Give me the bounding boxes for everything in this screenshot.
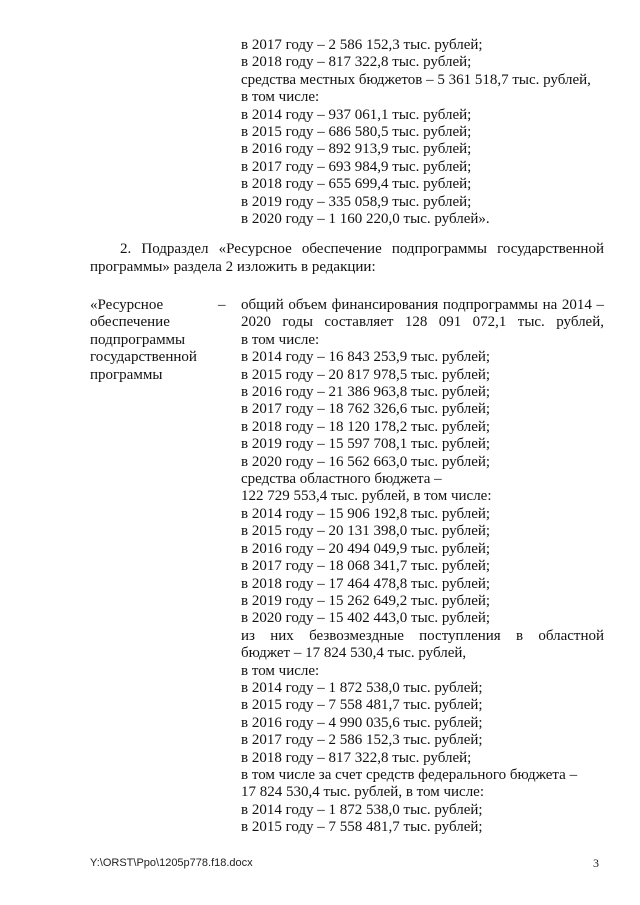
funding-line: в 2019 году – 15 262 649,2 тыс. рублей;: [241, 592, 491, 609]
funding-line: в том числе:: [241, 662, 320, 679]
resource-label-column: [90, 297, 220, 384]
funding-line: в 2018 году – 817 322,8 тыс. рублей;: [241, 749, 472, 766]
resource-label-line: подпрограммы: [90, 331, 186, 348]
continuation-line: средства местных бюджетов – 5 361 518,7 тыс. рублей,: [241, 71, 591, 88]
resource-label-line: государственной: [90, 349, 197, 366]
funding-line: в том числе:: [241, 331, 320, 348]
funding-line: в 2015 году – 7 558 481,7 тыс. рублей;: [241, 697, 483, 714]
funding-line: 17 824 530,4 тыс. рублей, в том числе:: [241, 784, 485, 801]
footer-file-path: Y:\ORST\Ppo\1205p778.f18.docx: [90, 857, 253, 869]
continuation-line: в 2018 году – 655 699,4 тыс. рублей;: [241, 176, 472, 193]
continuation-line: в 2015 году – 686 580,5 тыс. рублей;: [241, 124, 472, 141]
paragraph-line: 2. Подраздел «Ресурсное обеспечение подпрограммы государственной: [120, 241, 604, 257]
continuation-line: в 2016 году – 892 913,9 тыс. рублей;: [241, 141, 472, 158]
continuation-line: в 2017 году – 693 984,9 тыс. рублей;: [241, 158, 472, 175]
funding-line: из них безвозмездные поступления в областной: [241, 627, 604, 644]
continuation-block: [241, 37, 601, 228]
funding-line: в 2015 году – 20 131 398,0 тыс. рублей;: [241, 523, 491, 540]
funding-line: 122 729 553,4 тыс. рублей, в том числе:: [241, 488, 492, 505]
funding-line: в 2019 году – 15 597 708,1 тыс. рублей;: [241, 436, 491, 453]
funding-line: в 2017 году – 18 762 326,6 тыс. рублей;: [241, 401, 491, 418]
continuation-line: в 2018 году – 817 322,8 тыс. рублей;: [241, 54, 472, 71]
funding-line: общий объем финансирования подпрограммы на 2014 –: [241, 297, 604, 313]
funding-line: в 2014 году – 1 872 538,0 тыс. рублей;: [241, 801, 483, 818]
resource-value-column: [241, 297, 604, 837]
funding-line: в 2018 году – 18 120 178,2 тыс. рублей;: [241, 418, 491, 435]
funding-line: в 2016 году – 20 494 049,9 тыс. рублей;: [241, 540, 491, 557]
funding-line: в 2016 году – 4 990 035,6 тыс. рублей;: [241, 714, 483, 731]
amendment-paragraph: [90, 241, 604, 276]
funding-line: в 2015 году – 20 817 978,5 тыс. рублей;: [241, 366, 491, 383]
paragraph-line: программы» раздела 2 изложить в редакции:: [90, 258, 376, 275]
page-number: 3: [593, 856, 599, 870]
funding-line: в 2014 году – 1 872 538,0 тыс. рублей;: [241, 679, 483, 696]
continuation-line: в том числе:: [241, 89, 320, 106]
funding-line: бюджет – 17 824 530,4 тыс. рублей,: [241, 645, 467, 662]
funding-line: в 2014 году – 16 843 253,9 тыс. рублей;: [241, 349, 491, 366]
continuation-line: в 2017 году – 2 586 152,3 тыс. рублей;: [241, 37, 483, 53]
continuation-line: в 2014 году – 937 061,1 тыс. рублей;: [241, 106, 472, 123]
resource-label-line: «Ресурсное: [90, 297, 164, 313]
resource-label-line: программы: [90, 366, 163, 383]
funding-line: в 2018 году – 17 464 478,8 тыс. рублей;: [241, 575, 491, 592]
funding-line: в 2020 году – 15 402 443,0 тыс. рублей;: [241, 610, 491, 627]
funding-line: в 2015 году – 7 558 481,7 тыс. рублей;: [241, 819, 483, 836]
funding-line: в том числе за счет средств федерального бюджета –: [241, 766, 578, 783]
separator-dash: –: [218, 297, 226, 313]
funding-line: в 2016 году – 21 386 963,8 тыс. рублей;: [241, 384, 491, 401]
continuation-line: в 2019 году – 335 058,9 тыс. рублей;: [241, 193, 472, 210]
funding-line: в 2020 году – 16 562 663,0 тыс. рублей;: [241, 453, 491, 470]
funding-line: 2020 годы составляет 128 091 072,1 тыс. рублей,: [241, 314, 604, 331]
funding-line: средства областного бюджета –: [241, 471, 442, 488]
funding-line: в 2014 году – 15 906 192,8 тыс. рублей;: [241, 505, 491, 522]
funding-line: в 2017 году – 18 068 341,7 тыс. рублей;: [241, 558, 491, 575]
funding-line: в 2017 году – 2 586 152,3 тыс. рублей;: [241, 732, 483, 749]
resource-label-line: обеспечение: [90, 314, 170, 331]
continuation-line: в 2020 году – 1 160 220,0 тыс. рублей».: [241, 211, 490, 228]
